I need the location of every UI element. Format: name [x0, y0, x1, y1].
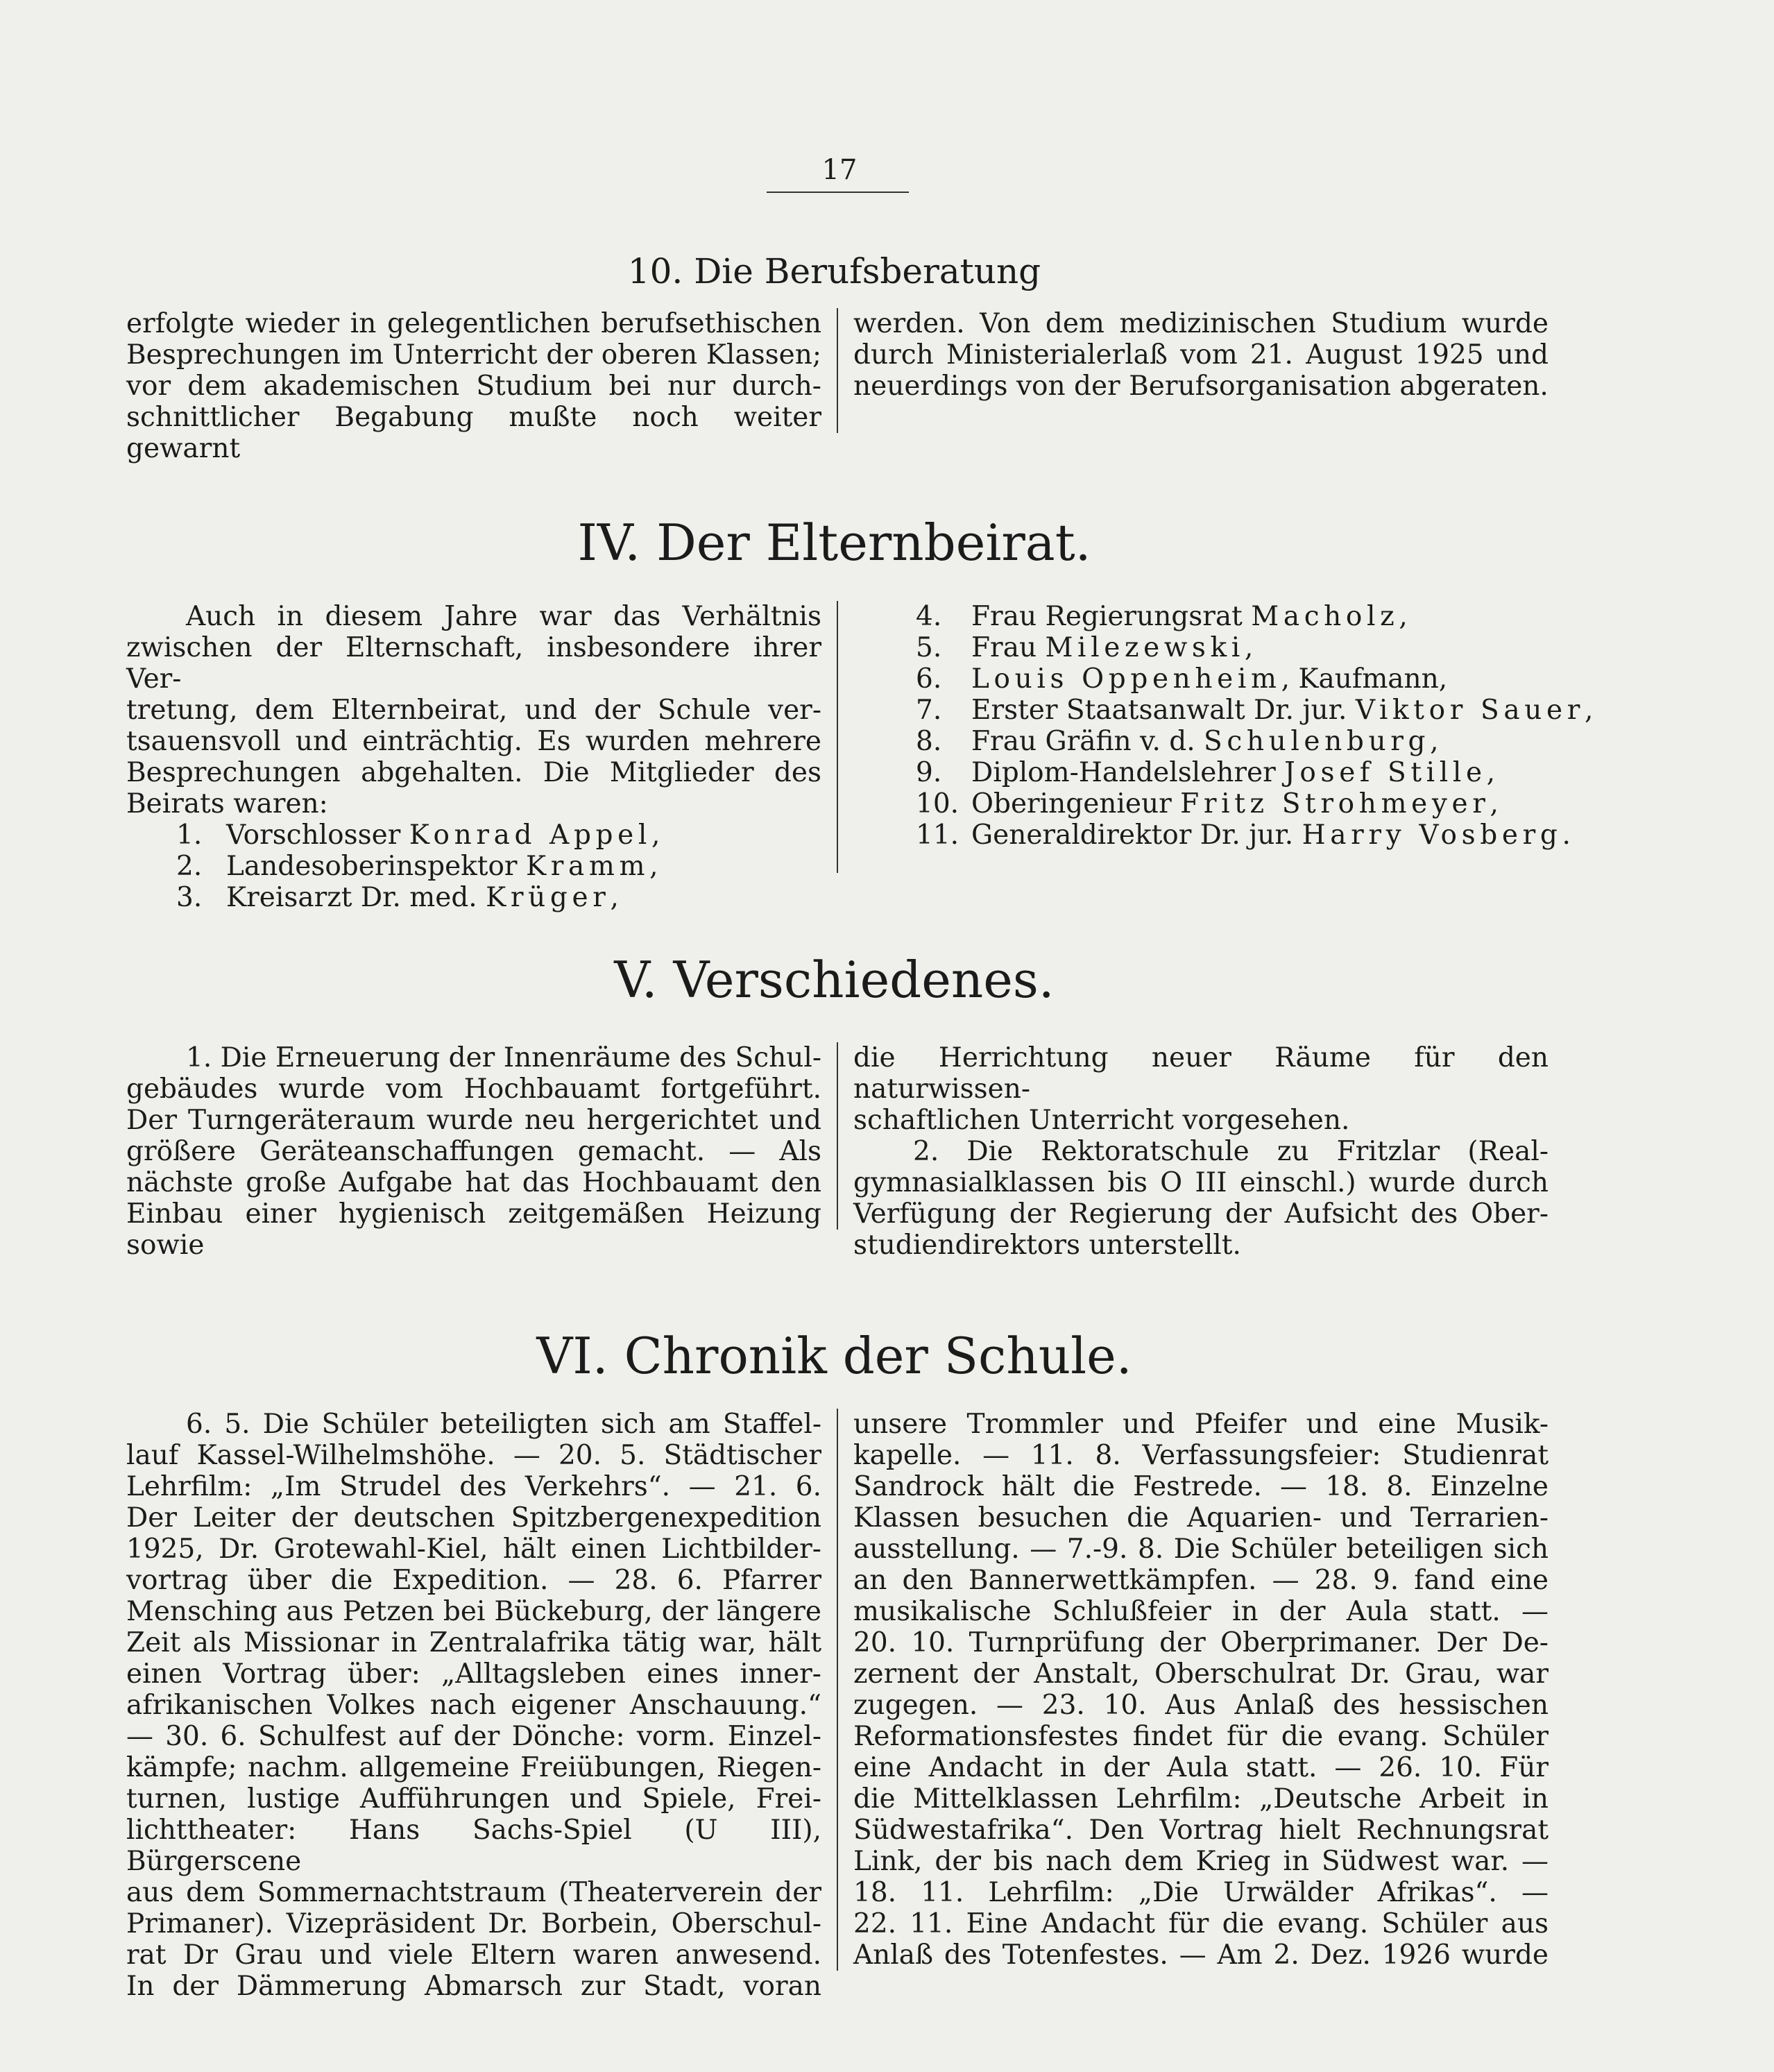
section-verschiedenes — [126, 1042, 1549, 1261]
text-line: unsere Trommler und Pfeifer und eine Musik- — [853, 1409, 1549, 1440]
member-item: 7. Erster Staatsanwalt Dr. jur. Viktor Sauer, — [916, 695, 1594, 726]
page-number: 17 — [821, 154, 858, 186]
text-line: zernent der Anstalt, Oberschulrat Dr. Grau, war — [853, 1658, 1549, 1690]
text-line: 2. Die Rektoratschule zu Fritzlar (Real- — [913, 1136, 1549, 1167]
text-line: lauf Kassel-Wilhelmshöhe. — 20. 5. Städtischer — [126, 1440, 821, 1471]
berufsberatung-right-column — [853, 308, 1549, 433]
text-line: Reformationsfestes findet für die evang. Schüler — [853, 1721, 1549, 1752]
text-line: tretung, dem Elternbeirat, und der Schule ver- — [126, 695, 821, 726]
text-line: 1. Die Erneuerung der Innenräume des Schul- — [186, 1042, 821, 1073]
text-line: Lehrfilm: „Im Strudel des Verkehrs“. — 21. 6. — [126, 1471, 821, 1502]
text-line: vortrag über die Expedition. — 28. 6. Pfarrer — [126, 1565, 821, 1596]
text-line: Südwestafrika“. Den Vortrag hielt Rechnungsrat — [853, 1815, 1549, 1846]
text-line: Besprechungen abgehalten. Die Mitglieder des — [126, 757, 821, 788]
member-item: 11. Generaldirektor Dr. jur. Harry Vosberg. — [916, 820, 1571, 851]
page-number-rule — [767, 192, 909, 193]
member-item: 5. Frau Milezewski, — [916, 632, 1254, 663]
member-item: 1. Vorschlosser Konrad Appel, — [176, 820, 660, 851]
text-line: 20. 10. Turnprüfung der Oberprimaner. Der De- — [853, 1627, 1549, 1658]
chronik-right-column — [853, 1409, 1549, 1971]
text-line: Verfügung der Regierung der Aufsicht des Ober- — [853, 1198, 1549, 1230]
column-divider — [837, 601, 838, 873]
text-line: Link, der bis nach dem Krieg in Südwest war. — — [853, 1846, 1549, 1877]
text-line: rat Dr Grau und viele Eltern waren anwesend. — [126, 1939, 821, 1971]
text-line: Mensching aus Petzen bei Bückeburg, der längere — [126, 1596, 821, 1627]
member-item: 10. Oberingenieur Fritz Strohmeyer, — [916, 788, 1499, 820]
heading-berufsberatung: 10. Die Berufsberatung — [627, 251, 1041, 291]
column-divider — [837, 1409, 838, 1971]
text-line: — 30. 6. Schulfest auf der Dönche: vorm. Einzel- — [126, 1721, 821, 1752]
section-elternbeirat — [126, 601, 1594, 913]
verschiedenes-right-column — [853, 1042, 1549, 1261]
text-line: einen Vortrag über: „Alltagsleben eines inner- — [126, 1658, 821, 1690]
column-divider — [837, 308, 838, 433]
section-chronik — [126, 1409, 1549, 2002]
heading-elternbeirat: IV. Der Elternbeirat. — [577, 513, 1091, 572]
verschiedenes-left-column — [126, 1042, 821, 1261]
text-line: Sandrock hält die Festrede. — 18. 8. Einzelne — [853, 1471, 1549, 1502]
text-line: schaftlichen Unterricht vorgesehen. — [853, 1105, 1350, 1136]
text-line: Der Turngeräteraum wurde neu hergerichtet und — [126, 1105, 821, 1136]
text-line: gymnasialklassen bis O III einschl.) wurde durch — [853, 1167, 1549, 1198]
section-berufsberatung — [126, 308, 1549, 464]
column-divider — [837, 1042, 838, 1230]
member-item: 3. Kreisarzt Dr. med. Krüger, — [176, 882, 619, 913]
member-item: 2. Landesoberinspektor Kramm, — [176, 851, 658, 882]
text-line: In der Dämmerung Abmarsch zur Stadt, voran — [126, 1971, 821, 2002]
text-line: 6. 5. Die Schüler beteiligten sich am Staffel- — [186, 1409, 821, 1440]
text-line: Anlaß des Totenfestes. — Am 2. Dez. 1926 wurde — [853, 1939, 1549, 1971]
text-line: neuerdings von der Berufsorganisation abgeraten. — [853, 371, 1549, 402]
text-line: nächste große Aufgabe hat das Hochbauamt den — [126, 1167, 821, 1198]
text-line: lichttheater: Hans Sachs-Spiel (U III), Bürgerscene — [126, 1815, 821, 1877]
text-line: Klassen besuchen die Aquarien- und Terrarien- — [853, 1502, 1549, 1534]
text-line: 18. 11. Lehrfilm: „Die Urwälder Afrikas“. — — [853, 1877, 1549, 1908]
text-line: Einbau einer hygienisch zeitgemäßen Heizung sowie — [126, 1198, 821, 1261]
member-item: 8. Frau Gräfin v. d. Schulenburg, — [916, 726, 1439, 757]
text-line: studiendirektors unterstellt. — [853, 1230, 1241, 1261]
text-line: 22. 11. Eine Andacht für die evang. Schüler aus — [853, 1908, 1549, 1939]
elternbeirat-right-column — [853, 601, 1594, 873]
text-line: Besprechungen im Unterricht der oberen Klassen; — [126, 339, 821, 371]
text-line: eine Andacht in der Aula statt. — 26. 10. Für — [853, 1752, 1549, 1783]
text-line: gebäudes wurde vom Hochbauamt fortgeführt. — [126, 1073, 821, 1105]
text-line: turnen, lustige Aufführungen und Spiele, Frei- — [126, 1783, 821, 1815]
member-item: 9. Diplom-Handelslehrer Josef Stille, — [916, 757, 1496, 788]
text-line: zwischen der Elternschaft, insbesondere ihrer Ver- — [126, 632, 821, 695]
member-item: 4. Frau Regierungsrat Macholz, — [916, 601, 1408, 632]
members-list-right — [853, 601, 1594, 851]
berufsberatung-left-column — [126, 308, 821, 464]
text-line: größere Geräteanschaffungen gemacht. — Als — [126, 1136, 821, 1167]
elternbeirat-left-column — [126, 601, 821, 913]
text-line: vor dem akademischen Studium bei nur durch- — [126, 371, 821, 402]
heading-verschiedenes: V. Verschiedenes. — [614, 951, 1055, 1009]
text-line: die Mittelklassen Lehrfilm: „Deutsche Arbeit in — [853, 1783, 1549, 1815]
text-line: schnittlicher Begabung mußte noch weiter gewarnt — [126, 402, 821, 464]
text-line: die Herrichtung neuer Räume für den naturwissen- — [853, 1042, 1549, 1105]
chronik-left-column — [126, 1409, 821, 2002]
member-item: 6. Louis Oppenheim, Kaufmann, — [916, 663, 1448, 695]
text-line: Der Leiter der deutschen Spitzbergenexpedition — [126, 1502, 821, 1534]
text-line: tsauensvoll und einträchtig. Es wurden mehrere — [126, 726, 821, 757]
text-line: Auch in diesem Jahre war das Verhältnis — [186, 601, 821, 632]
text-line: afrikanischen Volkes nach eigener Anschauung.“ — [126, 1690, 821, 1721]
text-line: kämpfe; nachm. allgemeine Freiübungen, Riegen- — [126, 1752, 821, 1783]
members-list-left — [126, 820, 821, 913]
text-line: aus dem Sommernachtstraum (Theaterverein der — [126, 1877, 821, 1908]
text-line: an den Bannerwettkämpfen. — 28. 9. fand eine — [853, 1565, 1549, 1596]
text-line: zugegen. — 23. 10. Aus Anlaß des hessischen — [853, 1690, 1549, 1721]
text-line: musikalische Schlußfeier in der Aula statt. — — [853, 1596, 1549, 1627]
text-line: Zeit als Missionar in Zentralafrika tätig war, hält — [126, 1627, 821, 1658]
text-line: 1925, Dr. Grotewahl-Kiel, hält einen Lichtbilder- — [126, 1534, 821, 1565]
text-line: ausstellung. — 7.-9. 8. Die Schüler beteiligen sich — [853, 1534, 1549, 1565]
text-line: Primaner). Vizepräsident Dr. Borbein, Oberschul- — [126, 1908, 821, 1939]
text-line: erfolgte wieder in gelegentlichen berufsethischen — [126, 308, 821, 339]
heading-chronik: VI. Chronik der Schule. — [536, 1327, 1132, 1385]
text-line: kapelle. — 11. 8. Verfassungsfeier: Studienrat — [853, 1440, 1549, 1471]
text-line: Beirats waren: — [126, 788, 328, 820]
text-line: durch Ministerialerlaß vom 21. August 1925 und — [853, 339, 1549, 371]
text-line: werden. Von dem medizinischen Studium wurde — [853, 308, 1549, 339]
